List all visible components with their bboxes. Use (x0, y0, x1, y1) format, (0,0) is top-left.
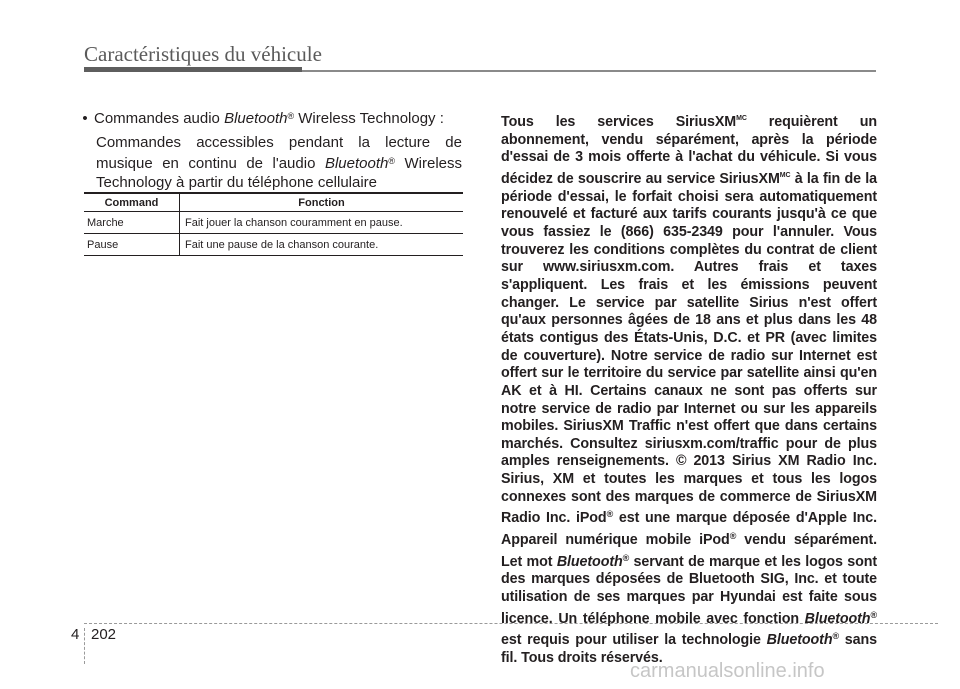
notice-text: à la fin de la période d'essai, le forfait choisi sera automatiquement renouvelé et facturé aux tarifs courants jusqu'à ce que vous fassiez le (866) 635-2349 pour l'annuler. Vous trouverez les conditions complètes du contrat de client sur www.siriusxm.com. Autres frais et taxes s'appliquent. Les frais et les émissions peuvent changer. Le service par satellite Sirius n'est offert qu'aux personnes âgées de 18 ans et plus dans les 48 états contigus des États-Unis, D.C. et PR (avec limites de couverture). Notre service de radio sur Internet est offert sur le territoire du service par satellite ainsi qu'en AK et à HI. Certains canaux ne sont pas offerts sur notre service de radio par Internet ou sur les appareils mobiles. SiriusXM Traffic n'est offert que dans certains marchés. Consultez siriusxm.com/traffic pour de plus amples renseignements. © 2013 Sirius XM Radio Inc. Sirius, XM et toutes les marques et tous les logos connexes sont des marques de commerce de SiriusXM Radio Inc. iPod (501, 170, 877, 527)
watermark: carmanualsonline.info (630, 660, 825, 682)
siriusxm-notice (501, 110, 877, 668)
notice-text: sans fil. Tous droits réservés. (501, 632, 877, 667)
table-row (84, 212, 463, 234)
notice-italic: Bluetooth (804, 610, 871, 627)
para-text-italic: Bluetooth (324, 155, 389, 172)
table-row (84, 234, 463, 256)
notice-italic: Bluetooth (766, 632, 833, 649)
bullet-text-suffix: Wireless Technology : (294, 110, 444, 127)
para-text-1: Commandes accessibles pendant la lecture de musique en continu de l'audio (96, 134, 462, 172)
notice-text: Tous les services SiriusXM (501, 114, 737, 130)
section-title: Caractéristiques du véhicule (84, 42, 322, 66)
registered-mark: ® (388, 156, 395, 166)
para-text-2: Wireless Technology à partir du téléphone cellulaire (96, 155, 463, 191)
title-rule (84, 67, 302, 72)
cell-function: Fait une pause de la chanson courante. (180, 234, 464, 256)
footer-rule (84, 623, 938, 624)
cell-command: Pause (84, 234, 180, 256)
page-number: 202 (91, 626, 117, 643)
registered-mark: ® (287, 111, 295, 121)
header-command: Command (84, 193, 180, 212)
command-table (84, 192, 463, 256)
bullet-item (76, 107, 462, 128)
registered-mark: ® (729, 531, 737, 542)
footer-divider (84, 628, 85, 664)
mc-mark: MC (779, 171, 791, 179)
notice-italic: Bluetooth (556, 553, 623, 570)
left-column (76, 107, 462, 192)
bullet-paragraph (96, 133, 462, 192)
notice-text: requièrent un abonnement, vendu séparément, après la période d'essai de 3 mois offerte à l'achat du véhicule. Si vous décidez de souscrire au service SiriusXM (501, 114, 877, 187)
mc-mark: MC (736, 115, 747, 122)
header-fonction: Fonction (180, 193, 464, 212)
bullet-text-prefix: Commandes audio (94, 110, 225, 127)
table-header-row (84, 193, 463, 212)
notice-text: vendu séparément. Let mot (501, 532, 877, 570)
notice-text: est requis pour utiliser la technologie (501, 632, 767, 649)
title-rule-extension (302, 70, 876, 72)
registered-mark: ® (606, 509, 614, 520)
registered-mark: ® (870, 609, 877, 620)
bullet-dot: • (82, 110, 88, 127)
bullet-text-italic: Bluetooth (224, 110, 288, 127)
registered-mark: ® (622, 552, 630, 563)
cell-function: Fait jouer la chanson couramment en pause. (180, 212, 464, 234)
registered-mark: ® (832, 631, 840, 642)
chapter-number: 4 (71, 626, 80, 643)
notice-text: est une marque déposée d'Apple Inc. Appareil numérique mobile iPod (501, 510, 877, 549)
notice-text: servant de marque et les logos sont des marques déposées de Bluetooth SIG, Inc. et toute utilisation de ses marques par Hyundai est faite sous licence. Un téléphone mobile avec fonction (501, 553, 877, 627)
cell-command: Marche (84, 212, 180, 234)
